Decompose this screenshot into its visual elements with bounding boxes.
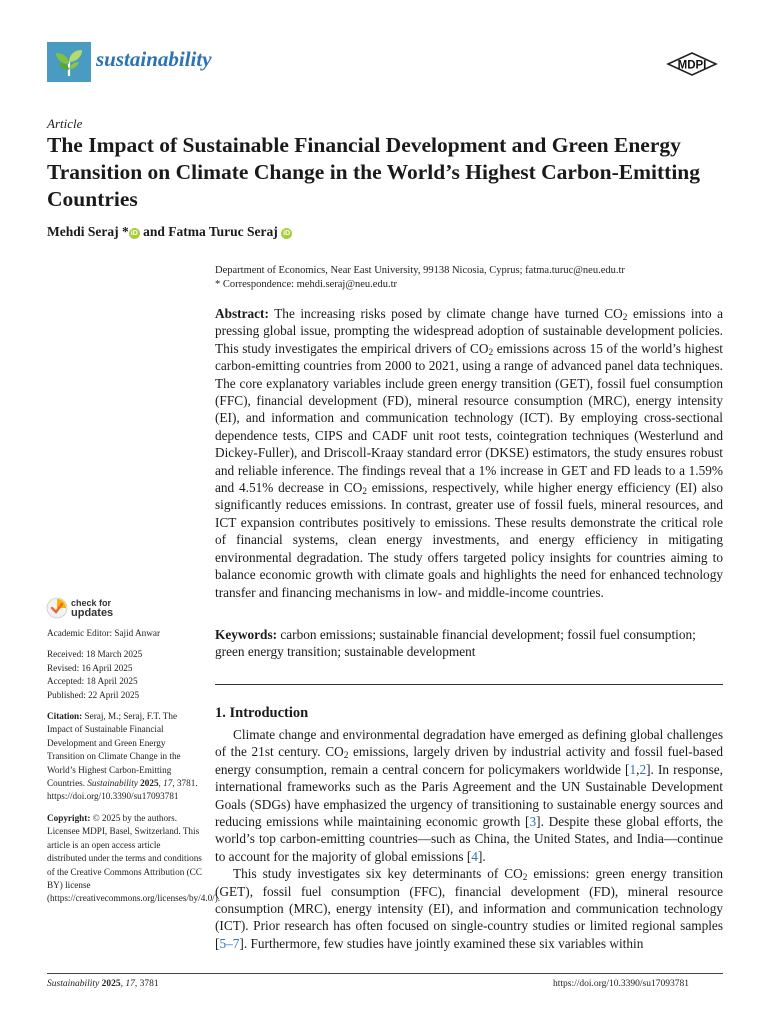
journal-logo [47,42,91,82]
sidebar-metadata [47,627,221,906]
paragraph-text: ]. Furthermore, few studies have jointly examined these six variables within [239,935,644,951]
citation-year: 2025 [140,778,159,789]
copyright-text: © 2025 by the authors. Licensee MDPI, Basel, Switzerland. This article is an open access article distributed under the terms and conditions of the Creative Commons Attribution (CC BY) license (https://creativecommons.org/licenses/by/4.0/). [47,812,221,904]
author-list [47,224,292,240]
orcid-icon[interactable]: iD [283,230,291,237]
copyright-label: Copyright: [47,812,91,823]
check-updates-icon [46,597,68,619]
paragraph-text: emissions: green energy transition (GET), fossil fuel consumption (FFC), financial development (FD), mineral resource consumption (MRC), energy intensity (EI), and information and communication technology (ICT). Prior research has often focused on single-country studies or limited regional samples [ [215,866,723,951]
accepted-date: Accepted: 18 April 2025 [47,676,138,687]
citation-journal: Sustainability [87,778,138,789]
reference-link[interactable]: 2 [639,761,647,777]
sprout-icon [47,42,91,82]
introduction-body [215,726,723,952]
subscript: 2 [522,873,528,884]
subscript: 2 [622,313,628,323]
paragraph-text: ]. [477,848,486,864]
copyright [47,812,221,906]
reference-link[interactable]: 5–7 [219,935,240,951]
section-divider [215,684,723,685]
paragraph-text: ]. In response, international frameworks such as the Paris Agreement and the UN Sustainable Development Goals (SDGs) have emphasized the urgency of transitioning to sustainable energy sources and reducing emissions while maintaining economic growth [ [215,761,723,830]
abstract-text: emissions across 15 of the world’s highest carbon-emitting countries from 2000 to 2021, using a range of advanced panel data techniques. The core explanatory variables include green energy transition (GET), fossil fuel consumption (FFC), financial development (FD), mineral resource consumption (MRC), energy intensity (EI), and information and communication technology (ICT). By employing cross-sectional dependence tests, CIPS and CADF unit root tests, cointegration techniques (Westerlund and Dickey-Fuller), and Driscoll-Kraay standard error (DKSE) estimators, the study ensures robust and reliable inference. The findings reveal that a 1% increase in GET and FD leads to a 1.59% and 4.51% decrease in CO [215,340,723,496]
author-name[interactable]: Mehdi Seraj * [47,224,129,239]
paragraph [215,865,723,952]
paragraph-text: emissions, largely driven by industrial activity and fossil fuel-based energy consumption, remain a central concern for policymakers worldwide [ [215,744,723,777]
citation-volume: 17 [163,778,173,789]
check-for-updates-badge[interactable] [46,597,136,621]
keywords-label: Keywords: [215,627,278,642]
affiliation [215,264,625,292]
reference-link[interactable]: 4 [471,848,478,864]
abstract-text: emissions, respectively, while higher energy efficiency (EI) also significantly reduces emissions. In contrast, greater use of fossil fuels, mineral resources, and ICT expansion contributes positively to emissions. These results demonstrate the critical role of financial systems, clean energy investments, and energy efficiency in mitigating environmental degradation. The study offers targeted policy insights for countries aiming to balance economic growth with climate goals and highlights the need for enhanced technology transfer and financing mechanisms in low- and middle-income countries. [215,480,723,600]
abstract-text: The increasing risks posed by climate change have turned CO [274,306,623,321]
citation-label: Citation: [47,711,83,722]
correspondence-line: * Correspondence: mehdi.seraj@neu.edu.tr [215,279,397,290]
journal-name[interactable]: sustainability [96,47,212,71]
abstract-label: Abstract: [215,306,269,321]
reference-link[interactable]: 3 [529,814,537,830]
mdpi-logo[interactable] [666,52,718,76]
academic-editor: Academic Editor: Sajid Anwar [47,628,161,638]
footer-citation: Sustainability 2025, 17, 3781 [47,979,159,989]
subscript: 2 [488,347,494,358]
affiliation-line: Department of Economics, Near East University, 99138 Nicosia, Cyprus; fatma.turuc@neu.edu.tr [215,265,625,276]
citation: Citation: Seraj, M.; Seraj, F.T. The Impact of Sustainable Financial Development and Green Energy Transition on Climate Change in the World’s Highest Carbon-Emitting Countries. Sustainability 2025, 17, 3781. https://doi.org/10.3390/su17093781 [47,711,198,802]
reference-link[interactable]: 1 [629,761,637,777]
article-title: The Impact of Sustainable Financial Development and Green Energy Transition on Climate Change in the World’s Highest Carbon-Emitting Countries [47,133,701,211]
check-updates-line: updates [71,607,114,619]
footer-journal: Sustainability [47,979,100,989]
keywords-text: carbon emissions; sustainable financial development; fossil fuel consumption; green energy transition; sustainable development [215,627,696,660]
check-updates-line: check for [71,598,112,608]
footer-divider [47,973,723,974]
abstract [215,305,723,601]
article-type: Article [47,116,83,131]
paragraph-text: Climate change and environmental degradation have emerged as defining global challenges of the 21st century. CO [215,727,723,760]
citation-doi[interactable]: , 3781. https://doi.org/10.3390/su17093781 [47,778,198,802]
paragraph: Climate change and environmental degradation have emerged as defining global challenges of the 21st century. $CO_2$ emissions, largely driven by industrial activity and fossil fuel-based energy consumption, remain a central concern for policymakers worldwide [1,2]. In response, international frameworks such as the Paris Agreement and the UN Sustainable Development Goals (SDGs) have emphasized the urgency of transitioning to sustainable energy sources and reducing emissions while maintaining economic growth [3]. Despite these global efforts, the world’s top carbon-emitting countries—such as China, the United States, and India—continue to account for the majority of global emissions [4]. [215,727,723,864]
subscript: 2 [362,487,367,498]
footer-doi-link[interactable]: https://doi.org/10.3390/su17093781 [553,979,690,989]
author-name[interactable]: and Fatma Turuc Seraj [143,224,278,239]
paragraph-text: This study investigates six key determinants of CO [233,866,523,882]
published-date: Published: 22 April 2025 [47,689,140,700]
orcid-icon[interactable]: iD [130,230,138,237]
section-heading: 1. Introduction [215,705,309,721]
mdpi-logo-text: MDPI [677,59,707,72]
footer-article: , 3781 [134,979,159,989]
subscript: 2 [343,751,349,762]
keywords [215,626,725,661]
revised-date: Revised: 16 April 2025 [47,662,133,673]
received-date: Received: 18 March 2025 [47,649,143,660]
paragraph-text: ]. Despite these global efforts, the world’s top carbon-emitting countries—such as China, the United States, and India—continue to account for the majority of global emissions [ [215,814,723,864]
abstract-text: emissions into a pressing global issue, prompting the widespread adoption of sustainable development policies. This study investigates the empirical drivers of CO [215,306,724,356]
footer-volume: 17 [125,979,135,989]
footer-year: 2025 [101,979,121,989]
citation-text: Seraj, M.; Seraj, F.T. The Impact of Sustainable Financial Development and Green Energy Transition on Climate Change in the World’s Highest Carbon-Emitting Countries. [47,711,181,789]
